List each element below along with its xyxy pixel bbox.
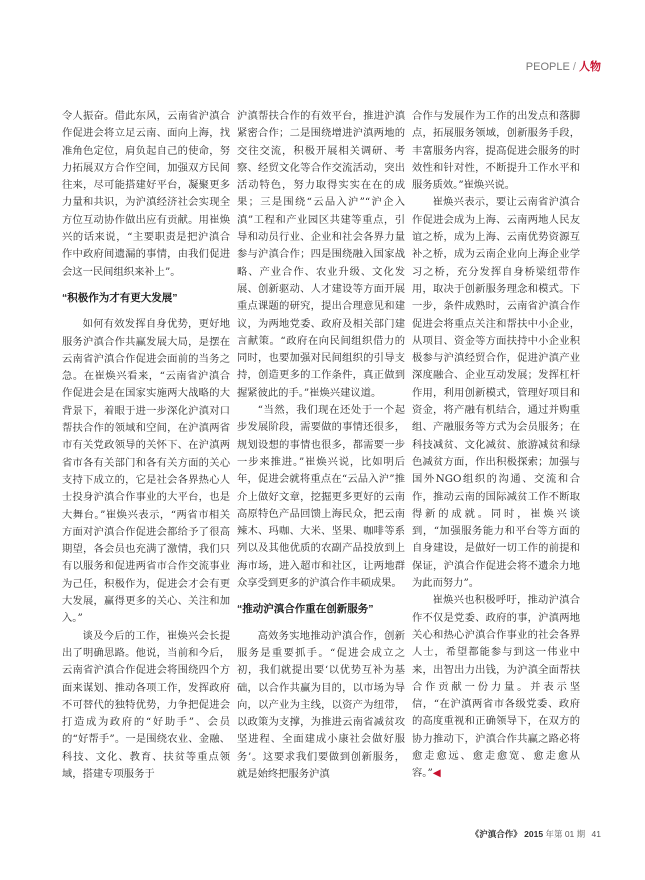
section-separator: / [572,61,576,73]
paragraph: 崔焕兴表示，要让云南省沪滇合作促进会成为上海、云南两地人民友谊之桥，成为上海、云南优势资源互补之桥，成为云南企业向上海企业学习之桥，充分发挥自身桥梁纽带作用，取决于创新服务理念和模式。下一步，条件成熟时，云南省沪滇合作促进会将重点关注和帮扶中小企业，从项目、资金等方面扶持中小企业积极参与沪滇经贸合作，促进沪滇产业深度融合、企业互动发展；发挥杠杆作用，利用创新模式，管理好项目和资金，将产融有机结合，通过并购重组、产融服务等方式为会员服务；在科技减贫、文化减贫、旅游减贫和绿色减贫方面，作出积极探索；加强与国外NGO组织的沟通、交流和合作，推动云南的国际减贫工作不断取得新的成就。同时，崔焕兴谈到，“加强服务能力和平台等方面的自身建设，是做好一切工作的前提和保证，沪滇合作促进会将不遗余力地为此而努力”。 [412,196,580,590]
paragraph: 高效务实地推动沪滇合作，创新服务是重要抓手。“促进会成立之初，我们就提出要‘以优势互补为基础，以合作共赢为目的，以市场为导向，以产业为主线，以资产为纽带，以政策为支撑，为推进云南省减贫攻坚进程、全面建成小康社会做好服务’。这要求我们要做到创新服务，就是始终把服务沪滇 [237,629,405,780]
paragraph-text: 崔焕兴也积极呼吁，推动沪滇合作不仅是党委、政府的事，沪滇两地关心和热心沪滇合作事业的社会各界人士，希望都能参与到这一伟业中来，出智出力出钱，为沪滇全面帮扶合作贡献一份力量。并表示坚信，“在沪滇两省市各级党委、政府的高度重视和正确领导下，在双方的协力推动下，沪滇合作共赢之路必将愈走愈远、愈走愈宽、愈走愈从容。” [412,594,580,780]
page-header [526,58,601,74]
paragraph: 合作与发展作为工作的出发点和落脚点，拓展服务领域，创新服务手段，丰富服务内容，提高促进会服务的时效性和针对性，不断提升工作水平和服务质效。”崔焕兴说。 [412,110,580,192]
page-number: 41 [591,829,601,839]
paragraph: 沪滇帮扶合作的有效平台，推进沪滇紧密合作；二是围绕增进沪滇两地的交往交流，积极开展相关调研、考察、经贸文化等合作交流活动，突出活动特色，努力取得实实在在的成果；三是围绕“云品入沪”“沪企入滇”工程和产业园区共建等重点，引导和动员行业、企业和社会各界力量参与沪滇合作；四是围绕融入国家战略、产业合作、农业升级、文化发展、创新驱动、人才建设等方面开展重点课题的研究，提出合理意见和建议，为两地党委、政府及相关部门建言献策。“政府在向民间组织借力的同时，也要加强对民间组织的引导支持，创造更多的工作条件，真正做到握紧彼此的手。”崔焕兴建议道。 [237,110,405,399]
paragraph: 令人振奋。借此东风，云南省沪滇合作促进会将立足云南、面向上海，找准角色定位，肩负起自己的使命，努力拓展双方合作空间，加强双方民间往来，尽可能搭建好平台，凝聚更多力量和共识，为沪滇经济社会实现全方位互动协作做出应有贡献。用崔焕兴的话来说，“主要职责是把沪滇合作中政府间遗漏的事情，由我们促进会这一民间组织来补上”。 [62,110,230,278]
article-end-icon: ◀ [432,767,441,780]
text-column-2 [237,108,405,783]
publication-name: 《沪滇合作》 [470,829,522,839]
section-label-cn: 人物 [579,61,601,73]
subheading: “积极作为才有更大发展” [62,291,178,304]
publication-year: 2015 [524,829,544,839]
paragraph [412,592,580,782]
section-label-en: PEOPLE [525,61,570,73]
subheading: “推动沪滇合作重在创新服务” [237,603,374,616]
page-footer [471,828,601,840]
issue-number: 年第 01 期 [545,829,586,839]
text-column-1 [62,108,230,783]
text-column-3 [412,108,580,783]
paragraph: “当然，我们现在还处于一个起步发展阶段，需要做的事情还很多，规划设想的事情也很多，都需要一步一步来推进。”崔焕兴说，比如明后年，促进会就将重点在“云品入沪”推介上做好文章，挖掘更多更好的云南高原特色产品回馈上海民众，把云南辣木、玛咖、大米、坚果、咖啡等系列以及其他优质的农副产品投放到上海市场，进入超市和社区，让两地群众享受到更多的沪滇合作丰硕成果。 [237,404,405,590]
paragraph: 谈及今后的工作，崔焕兴会长提出了明确思路。他说，当前和今后，云南省沪滇合作促进会将围绕四个方面来谋划、推动各项工作，发挥政府不可替代的独特优势，力争把促进会打造成为政府的“好助手”、会员的“好帮手”。一是围绕农业、金融、科技、文化、教育、扶贫等重点领域，搭建专项服务于 [62,629,230,780]
paragraph: 如何有效发挥自身优势，更好地服务沪滇合作共赢发展大局，是摆在云南省沪滇合作促进会面前的当务之急。在崔焕兴看来，“云南省沪滇合作促进会是在国家实施两大战略的大背景下，着眼于进一步深化沪滇对口帮扶合作的领域和空间，在沪滇两省市有关党政领导的关怀下、在沪滇两省市各有关部门和各有关方面的关心支持下成立的，它是社会各界热心人士投身沪滇合作事业的大平台，也是大舞台。”崔焕兴表示，“两省市相关方面对沪滇合作促进会都给予了很高期望，各会员也充满了激情，我们只有以服务和促进两省市合作交流事业为己任，积极作为，促进会才会有更大发展，赢得更多的关心、关注和加入。” [62,318,230,625]
